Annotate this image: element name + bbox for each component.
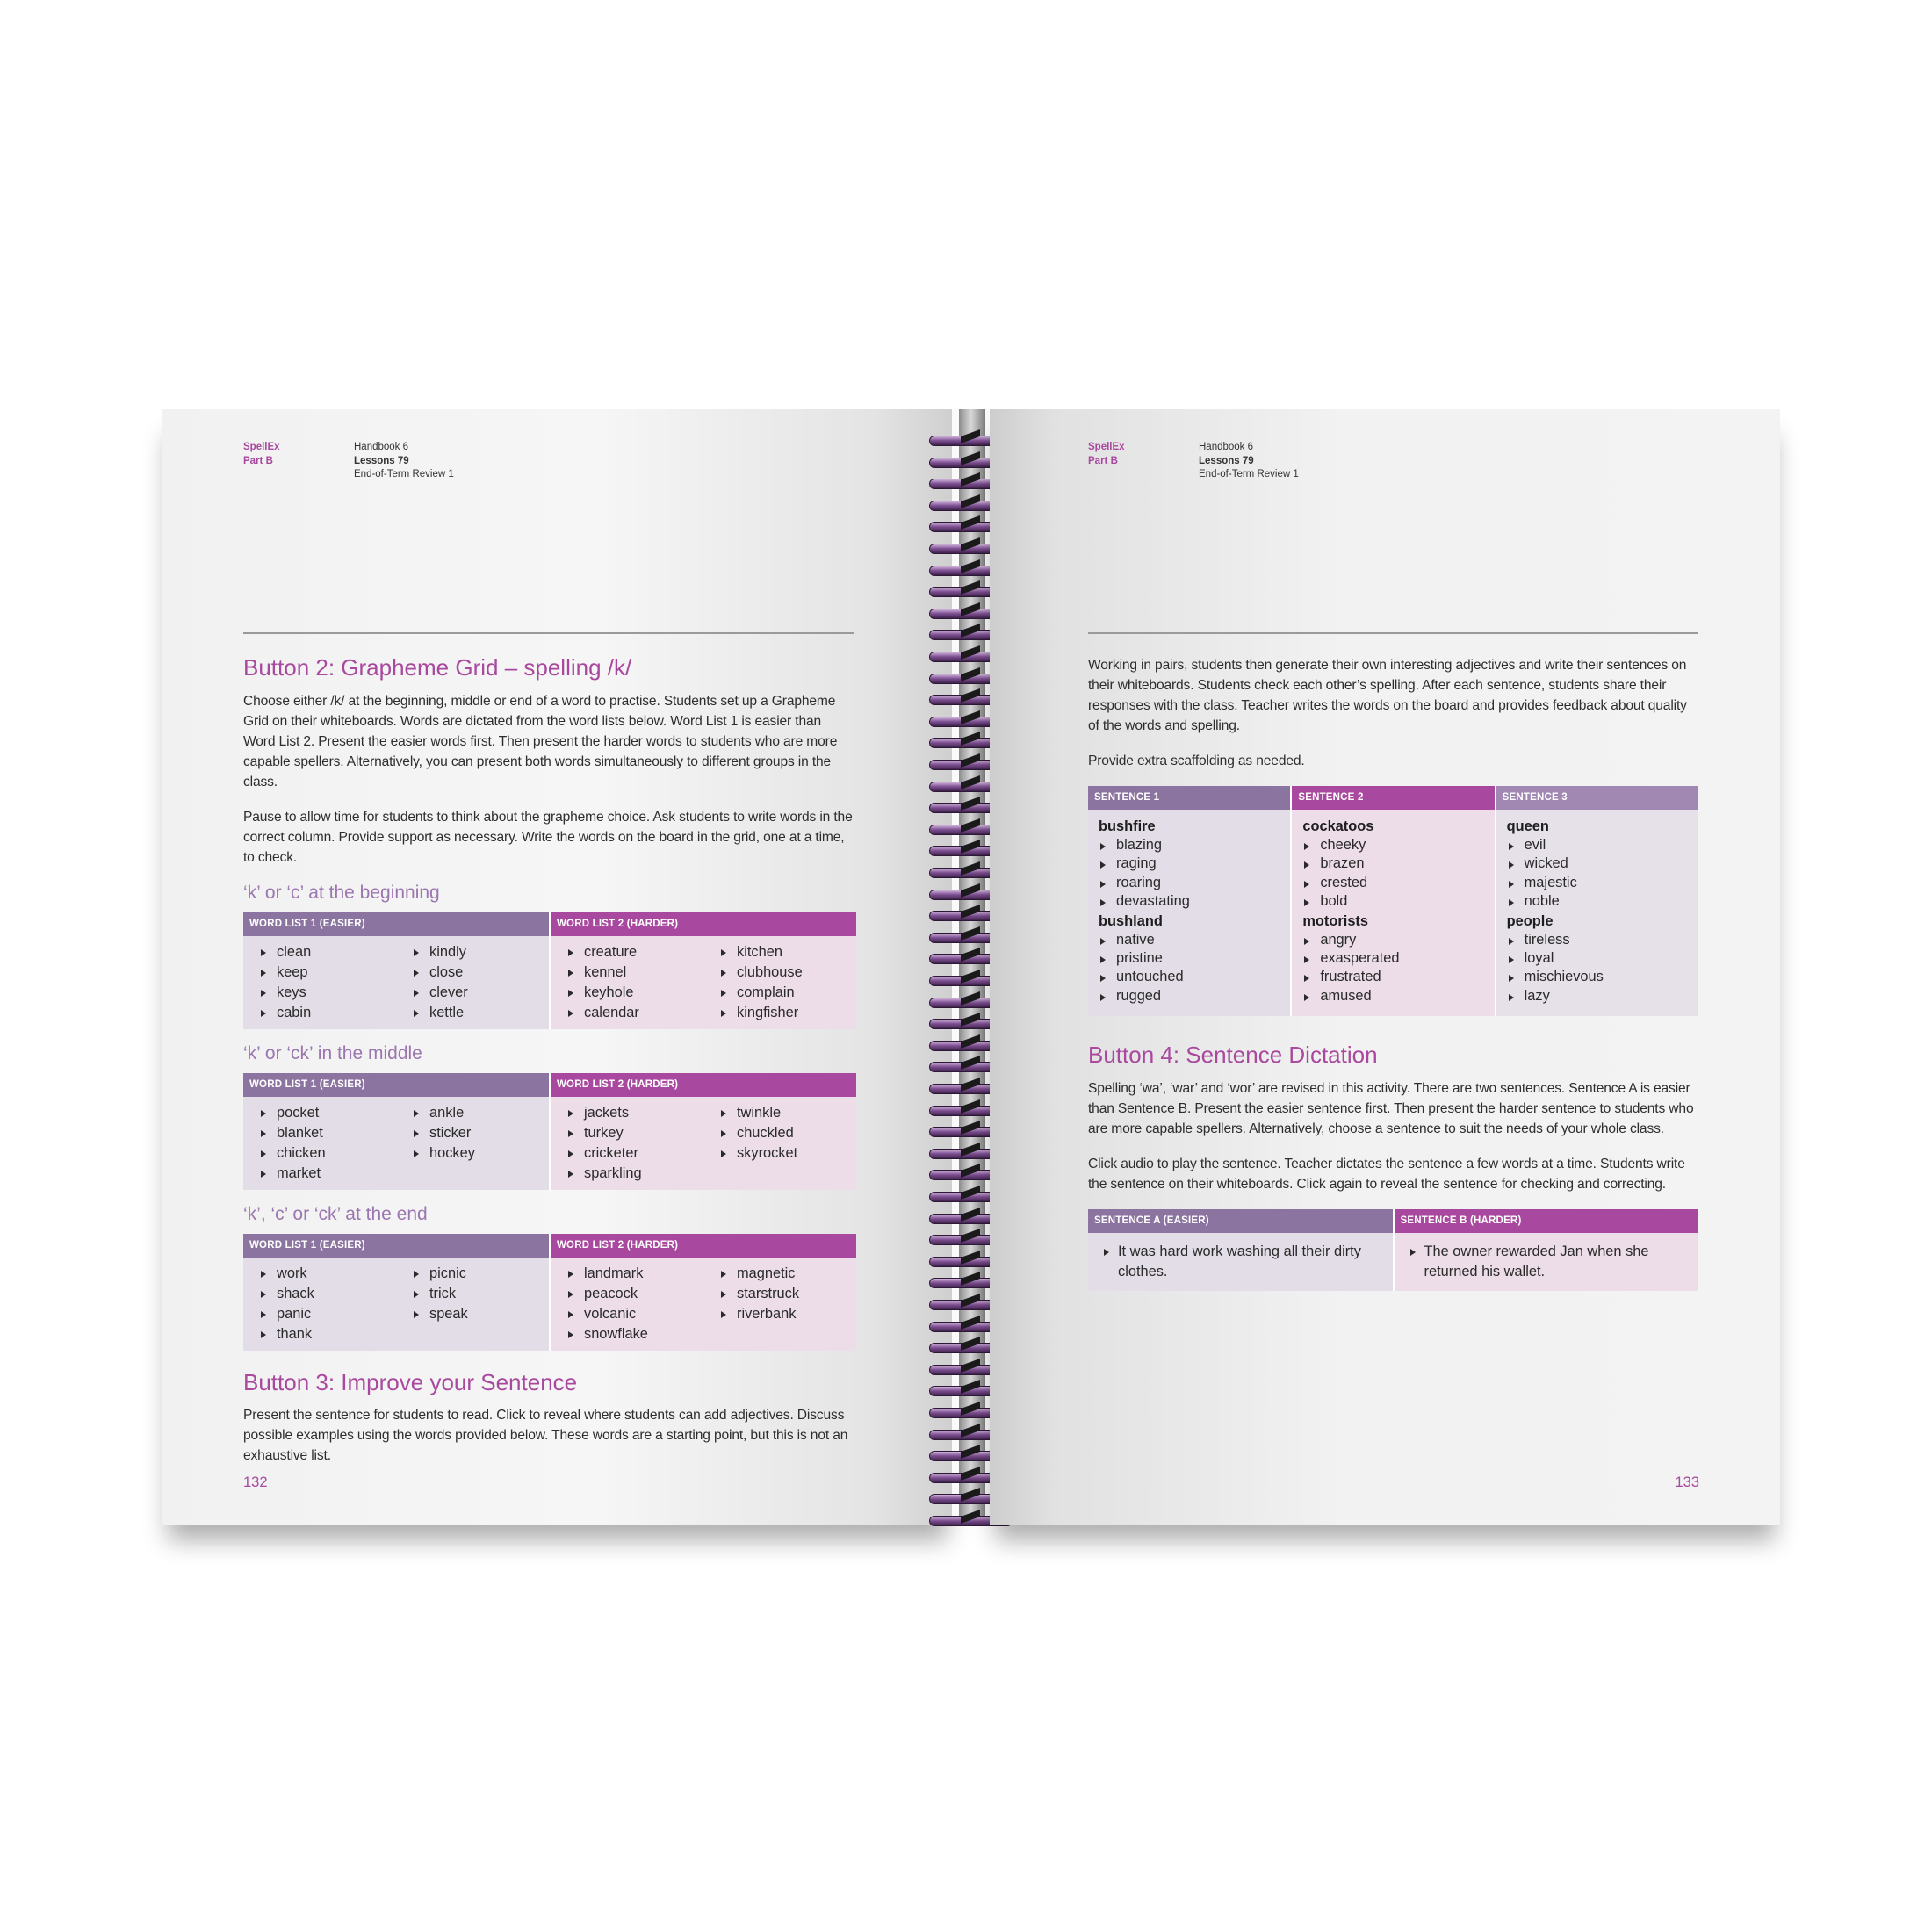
table-body	[551, 1258, 856, 1351]
list-item: skyrocket	[719, 1143, 856, 1164]
page-header	[243, 441, 854, 479]
page-number: 132	[243, 1474, 268, 1490]
word-list	[243, 1103, 396, 1184]
page-number: 133	[1675, 1474, 1699, 1490]
list-item: sparkling	[566, 1164, 703, 1184]
list-item: roaring	[1099, 874, 1290, 892]
word-table	[243, 1234, 854, 1351]
section-title-button3: Button 3: Improve your Sentence	[243, 1368, 578, 1395]
word-tables	[243, 883, 854, 1351]
adjective-list	[1507, 836, 1698, 912]
table-header: SENTENCE 2	[1292, 786, 1494, 810]
paragraph: Present the sentence for students to read. Click to reveal where students can add adjectives. Discuss possible examples using the words provided below. These words are a starting point, but this is not an exhaustive list.	[243, 1408, 848, 1464]
paragraph: Provide extra scaffolding as needed.	[1088, 753, 1305, 768]
word-list	[551, 1103, 703, 1184]
list-item: volcanic	[566, 1304, 703, 1324]
paragraph: Pause to allow time for students to think about the grapheme choice. Ask students to write words in the correct column. Provide support as necessary. Write the words on the board in the grid, one at a time, to check.	[243, 809, 853, 865]
list-item: riverbank	[719, 1304, 856, 1324]
word-list	[703, 942, 856, 1023]
list-item: market	[259, 1164, 396, 1184]
table-header: SENTENCE 1	[1088, 786, 1290, 810]
word-list-column	[243, 1073, 549, 1190]
header-meta: Handbook 6 Lessons 79 End-of-Term Review 1	[354, 442, 454, 479]
list-item: landmark	[566, 1264, 703, 1284]
list-item: tireless	[1507, 931, 1698, 949]
dictation-table	[1088, 1209, 1698, 1291]
table-body	[1088, 810, 1290, 1016]
paragraph: Choose either /k/ at the beginning, middle or end of a word to practise. Students set up a Grapheme Grid on their whiteboards. Words are dictated from the word lists below. Word List 1 is easier than Word List 2. Present the easier words first. Then present the harder words to students who are more capable spellers. Alternatively, you can present both words simultaneously to different groups in the class.	[243, 693, 838, 789]
table-body	[243, 936, 549, 1029]
list-item: shack	[259, 1284, 396, 1304]
table-header: WORD LIST 1 (EASIER)	[243, 912, 549, 936]
list-item: pristine	[1099, 949, 1290, 968]
list-item: sticker	[412, 1123, 549, 1143]
table-body	[551, 1097, 856, 1190]
table-header: WORD LIST 1 (EASIER)	[243, 1234, 549, 1258]
section-title-button4: Button 4: Sentence Dictation	[1088, 1042, 1378, 1069]
list-item: evil	[1507, 836, 1698, 854]
noun-word: queen	[1506, 818, 1549, 834]
word-list	[396, 1103, 549, 1184]
list-item: trick	[412, 1284, 549, 1304]
word-list-column	[549, 1234, 856, 1351]
list-item: jackets	[566, 1103, 703, 1123]
list-item: complain	[719, 983, 856, 1003]
paragraph: Working in pairs, students then generate their own interesting adjectives and write their sentences on their whiteboards. Students check each other’s spelling. After each sentence, students share their responses with the class. Teacher writes the words on the board and provides feedback about quality of the words and spelling.	[1088, 658, 1687, 733]
list-item: raging	[1099, 854, 1290, 873]
list-item: native	[1099, 931, 1290, 949]
list-item: angry	[1302, 931, 1494, 949]
word-list	[703, 1264, 856, 1344]
word-list	[551, 942, 703, 1023]
noun-word: motorists	[1302, 912, 1369, 929]
word-columns	[551, 942, 856, 1023]
list-item: kingfisher	[719, 1003, 856, 1023]
sentence-b: The owner rewarded Jan when she returned his wallet.	[1403, 1242, 1687, 1282]
word-table	[243, 1073, 854, 1190]
table-body	[243, 1258, 549, 1351]
word-list	[703, 1103, 856, 1184]
list-item: kettle	[412, 1003, 549, 1023]
list-item: clubhouse	[719, 962, 856, 983]
table-header: WORD LIST 2 (HARDER)	[551, 912, 856, 936]
sentence-column	[1290, 786, 1494, 1016]
list-item: clever	[412, 983, 549, 1003]
word-columns	[551, 1264, 856, 1344]
list-item: peacock	[566, 1284, 703, 1304]
table-subtitle: ‘k’ or ‘ck’ in the middle	[243, 1042, 422, 1063]
list-item: amused	[1302, 987, 1494, 1006]
sentence-a: It was hard work washing all their dirty clothes.	[1097, 1242, 1381, 1282]
list-item: speak	[412, 1304, 549, 1324]
list-item: starstruck	[719, 1284, 856, 1304]
adjective-table	[1088, 786, 1698, 1016]
adjective-list	[1099, 931, 1290, 1006]
word-columns	[243, 1103, 549, 1184]
header-divider	[1088, 632, 1698, 634]
adjective-list	[1099, 836, 1290, 912]
page-header	[1088, 441, 1698, 479]
list-item: majestic	[1507, 874, 1698, 892]
table-header: SENTENCE B (HARDER)	[1395, 1209, 1699, 1233]
table-body	[243, 1097, 549, 1190]
list-item: thank	[259, 1324, 396, 1344]
list-item: loyal	[1507, 949, 1698, 968]
list-item: blazing	[1099, 836, 1290, 854]
paragraph: Spelling ‘wa’, ‘war’ and ‘wor’ are revised in this activity. There are two sentences. Sentence A is easier than Sentence B. Present the easier sentence first. Then present the harder sentence to students who are more capable spellers. Alternatively, choose a sentence to suit the needs of your whole class.	[1088, 1080, 1694, 1136]
table-subtitle: ‘k’ or ‘c’ at the beginning	[243, 882, 440, 903]
list-item: exasperated	[1302, 949, 1494, 968]
table-subtitle: ‘k’, ‘c’ or ‘ck’ at the end	[243, 1203, 428, 1224]
list-item: wicked	[1507, 854, 1698, 873]
left-page	[162, 409, 953, 1525]
sentence-column	[1088, 786, 1290, 1016]
word-list-column	[243, 1234, 549, 1351]
list-item: chuckled	[719, 1123, 856, 1143]
table-header: WORD LIST 2 (HARDER)	[551, 1073, 856, 1097]
list-item: blanket	[259, 1123, 396, 1143]
list-item: cheeky	[1302, 836, 1494, 854]
list-item: kindly	[412, 942, 549, 962]
noun-word: people	[1506, 912, 1554, 929]
noun-word: bushfire	[1099, 818, 1156, 834]
word-list-column	[243, 912, 549, 1029]
list-item: twinkle	[719, 1103, 856, 1123]
table-header: SENTENCE 3	[1496, 786, 1698, 810]
header-meta: Handbook 6 Lessons 79 End-of-Term Review 1	[1199, 442, 1299, 479]
table-body	[1292, 810, 1494, 1016]
paragraph: Click audio to play the sentence. Teacher dictates the sentence a few words at a time. Students write the sentence on their whiteboards. Click again to reveal the sentence for checking and correcting.	[1088, 1156, 1685, 1192]
list-item: noble	[1507, 892, 1698, 911]
brand-label: SpellEx Part B	[1088, 442, 1125, 466]
adjective-list	[1302, 836, 1494, 912]
section-title-button2: Button 2: Grapheme Grid – spelling /k/	[243, 654, 632, 681]
list-item: close	[412, 962, 549, 983]
table-header: SENTENCE A (EASIER)	[1088, 1209, 1393, 1233]
list-item: ankle	[412, 1103, 549, 1123]
word-columns	[551, 1103, 856, 1184]
list-item: chicken	[259, 1143, 396, 1164]
list-item: keep	[259, 962, 396, 983]
list-item: cabin	[259, 1003, 396, 1023]
list-item: keys	[259, 983, 396, 1003]
word-table	[243, 912, 854, 1029]
list-item: frustrated	[1302, 968, 1494, 986]
list-item: lazy	[1507, 987, 1698, 1006]
list-item: snowflake	[566, 1324, 703, 1344]
word-list	[396, 1264, 549, 1344]
list-item: untouched	[1099, 968, 1290, 986]
list-item: kitchen	[719, 942, 856, 962]
word-list-column	[549, 912, 856, 1029]
list-item: panic	[259, 1304, 396, 1324]
list-item: rugged	[1099, 987, 1290, 1006]
table-body	[551, 936, 856, 1029]
word-list	[243, 1264, 396, 1344]
adjective-list	[1302, 931, 1494, 1006]
list-item: calendar	[566, 1003, 703, 1023]
list-item: turkey	[566, 1123, 703, 1143]
list-item: cricketer	[566, 1143, 703, 1164]
list-item: brazen	[1302, 854, 1494, 873]
table-header: WORD LIST 2 (HARDER)	[551, 1234, 856, 1258]
list-item: clean	[259, 942, 396, 962]
header-divider	[243, 632, 854, 634]
word-list	[551, 1264, 703, 1344]
adjective-list	[1507, 931, 1698, 1006]
word-list-column	[549, 1073, 856, 1190]
list-item: bold	[1302, 892, 1494, 911]
noun-word: cockatoos	[1302, 818, 1374, 834]
table-body	[1496, 810, 1698, 1016]
word-columns	[243, 942, 549, 1023]
list-item: devastating	[1099, 892, 1290, 911]
list-item: pocket	[259, 1103, 396, 1123]
list-item: kennel	[566, 962, 703, 983]
list-item: keyhole	[566, 983, 703, 1003]
list-item: crested	[1302, 874, 1494, 892]
list-item: work	[259, 1264, 396, 1284]
word-list	[243, 942, 396, 1023]
list-item: mischievous	[1507, 968, 1698, 986]
right-page	[990, 409, 1780, 1525]
word-columns	[243, 1264, 549, 1344]
noun-word: bushland	[1099, 912, 1163, 929]
table-header: WORD LIST 1 (EASIER)	[243, 1073, 549, 1097]
sentence-column	[1495, 786, 1698, 1016]
list-item: picnic	[412, 1264, 549, 1284]
list-item: magnetic	[719, 1264, 856, 1284]
list-item: creature	[566, 942, 703, 962]
word-list	[396, 942, 549, 1023]
brand-label: SpellEx Part B	[243, 442, 280, 466]
list-item: hockey	[412, 1143, 549, 1164]
